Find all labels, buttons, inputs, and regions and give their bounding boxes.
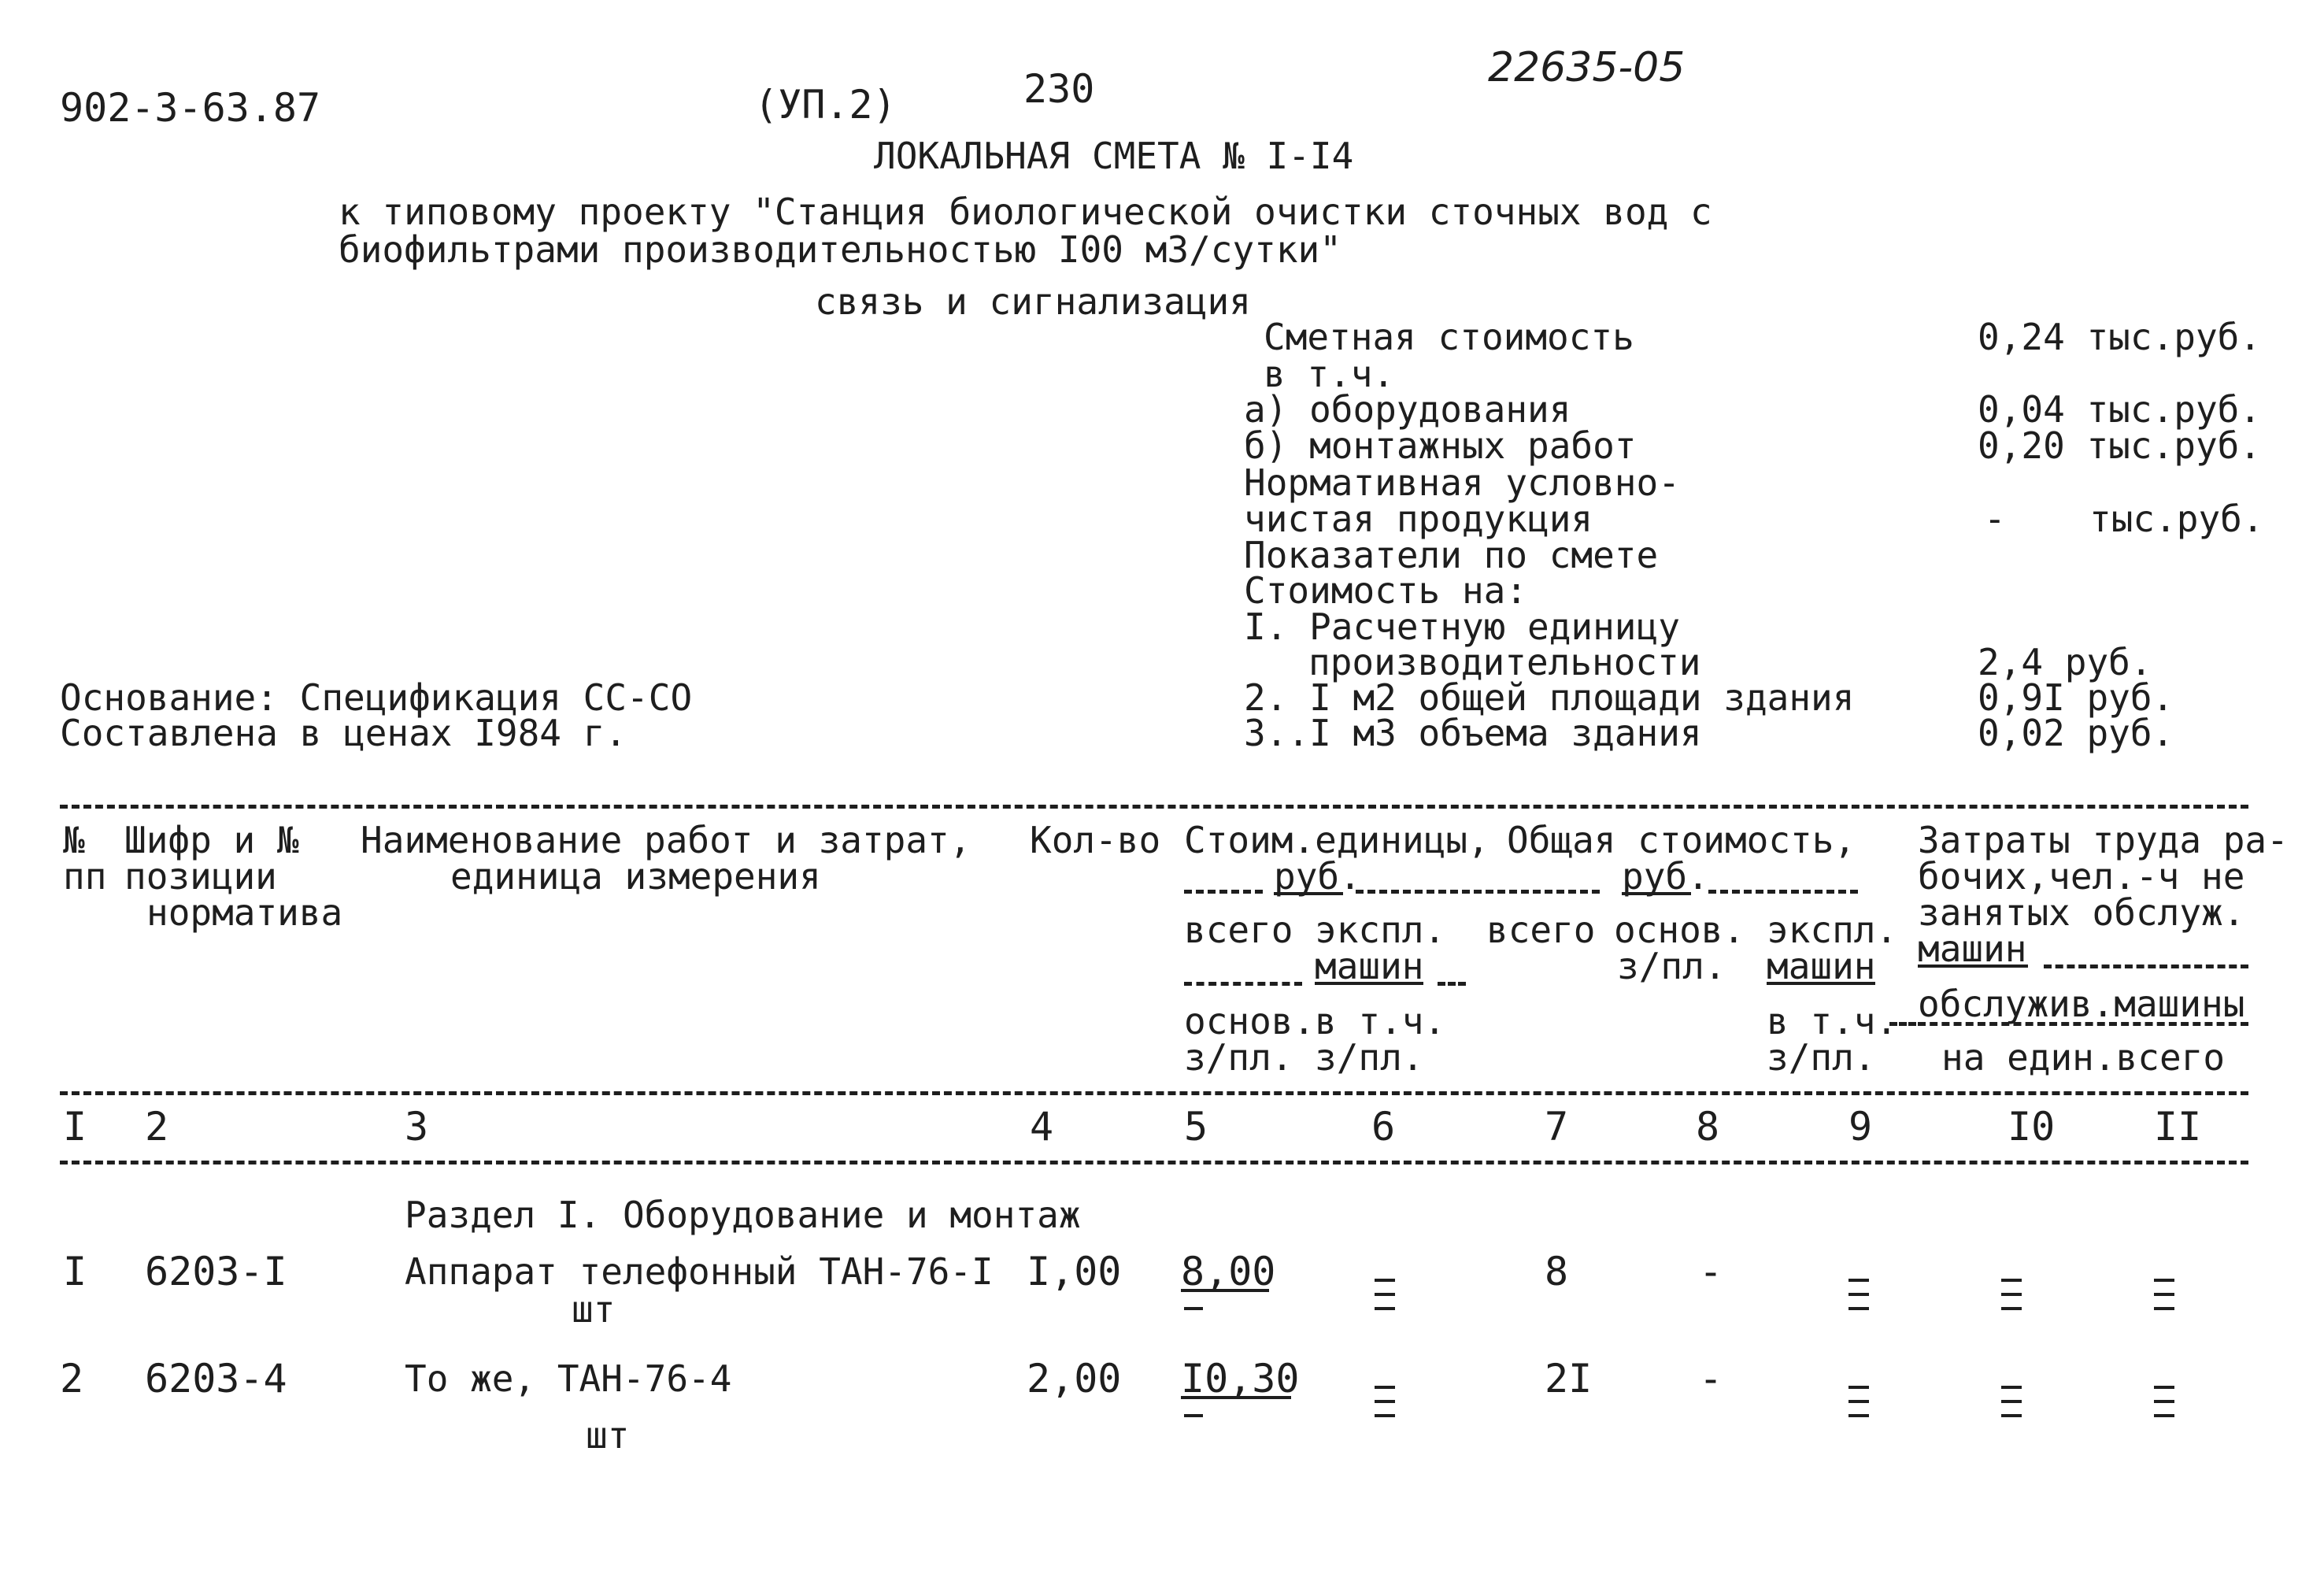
estimate-section-name: связь и сигнализация (815, 280, 1251, 323)
area-cost-label: 2. I м2 общей площади здания (1244, 676, 1855, 719)
unit-cost-rule-left (1184, 890, 1263, 894)
col-number: 6 (1371, 1104, 1396, 1150)
col-6-sub-2: машин (1315, 945, 1424, 987)
col-number: 7 (1545, 1104, 1569, 1150)
area-cost-value: 0,9I руб. (1978, 676, 2174, 719)
net-product-label-2: чистая продукция (1244, 498, 1593, 540)
col-number: I (63, 1104, 87, 1150)
col-9-sub-1: экспл. (1767, 909, 1898, 951)
col-9-sub-2: машин (1767, 945, 1876, 987)
volume-cost-label: 3..I м3 объема здания (1244, 712, 1702, 754)
col-5-sub-wage-1: основ. (1184, 1000, 1316, 1042)
col-name-header-2: единица измерения (450, 855, 821, 898)
install-label: б) монтажных работ (1244, 424, 1637, 467)
document-code: 902-3-63.87 (60, 85, 321, 131)
col-6-sub-underline (1315, 982, 1423, 985)
unit-cost-underline (1181, 1396, 1291, 1399)
basis-line: Основание: Спецификация СС-СО (60, 676, 693, 719)
row-code: 6203-I (145, 1249, 287, 1294)
col-5-sub-rule (1184, 982, 1302, 986)
row-name: Аппарат телефонный ТАН-76-I (405, 1250, 994, 1293)
col-number: 4 (1030, 1104, 1054, 1150)
row-number: I (63, 1249, 87, 1294)
row-quantity: I,00 (1027, 1249, 1122, 1294)
header-bottom-rule (60, 1091, 2248, 1095)
col-total-cost-unit: руб. (1622, 855, 1709, 898)
labor-header-underline (1918, 965, 2028, 968)
col-code-header-2: позиции (124, 855, 277, 898)
cost-label: Сметная стоимость (1264, 316, 1634, 358)
cost-value: 0,24 тыс.руб. (1978, 316, 2262, 358)
col-9-sub-incl-2: з/пл. (1767, 1036, 1876, 1079)
col-code-header-3: норматива (146, 891, 343, 934)
equipment-label: а) оборудования (1244, 388, 1571, 431)
col-qty-header: Кол-во (1030, 819, 1161, 861)
col-total-cost-header: Общая стоимость, (1507, 819, 1856, 861)
unit-cost-label-1: I. Расчетную единицу (1244, 605, 1680, 648)
row-unit-cost: I0,30 (1181, 1356, 1300, 1401)
table-top-rule (60, 805, 2248, 809)
net-product-label-1: Нормативная условно- (1244, 461, 1680, 504)
col-5-sub-total: всего (1184, 909, 1293, 951)
col-6-sub-1: экспл. (1315, 909, 1446, 951)
col-10-sub-rule (1918, 1022, 2248, 1026)
row-unit: шт (586, 1414, 630, 1457)
equipment-value: 0,04 тыс.руб. (1978, 388, 2262, 431)
subtitle-line-1: к типовому проекту "Станция биологической очистки сточных вод с (339, 191, 1712, 233)
dash-mark (1184, 1414, 1203, 1417)
col-6-sub-rule (1438, 982, 1466, 986)
col-name-header-1: Наименование работ и затрат, (361, 819, 971, 861)
labor-header-rule (2044, 965, 2248, 968)
col-number: 9 (1848, 1104, 1873, 1150)
row-number: 2 (60, 1356, 84, 1401)
total-cost-unit-underline (1622, 892, 1691, 895)
col-labor-header-2: бочих,чел.-ч не (1918, 855, 2245, 898)
col-10-sub-per-unit: на един.всего (1941, 1036, 2226, 1079)
install-value: 0,20 тыс.руб. (1978, 424, 2262, 467)
column-numbers-rule (60, 1161, 2248, 1164)
col-10-sub-service: обслужив.машины (1918, 983, 2245, 1025)
subtitle-line-2: биофильтрами производительностью I00 м3/сутки" (339, 228, 1341, 271)
col-labor-header-4: машин (1918, 927, 2027, 970)
row-name: То же, ТАН-76-4 (405, 1357, 732, 1400)
unit-cost-unit-underline (1274, 892, 1343, 895)
col-number: 3 (405, 1104, 429, 1150)
col-unit-cost-unit: руб. (1274, 855, 1361, 898)
unit-cost-rule-right (1356, 890, 1600, 894)
page-number: 230 (1023, 66, 1095, 112)
prices-line: Составлена в ценах I984 г. (60, 712, 627, 754)
row-quantity: 2,00 (1027, 1356, 1122, 1401)
unit-cost-underline (1181, 1289, 1269, 1292)
col-6-sub-incl-2: з/пл. (1315, 1036, 1424, 1079)
dash-mark (1184, 1307, 1203, 1310)
row-base-wage: - (1699, 1356, 1723, 1401)
incl-label: в т.ч. (1264, 353, 1395, 395)
col-9-sub-incl-1: в т.ч. (1767, 1000, 1898, 1042)
col-number: 2 (145, 1104, 169, 1150)
col-8-sub-1: основ. (1614, 909, 1745, 951)
col-number: 5 (1184, 1104, 1208, 1150)
row-total-cost: 8 (1545, 1249, 1569, 1294)
handwritten-number: 22635-05 (1488, 44, 1686, 91)
row-code: 6203-4 (145, 1356, 287, 1401)
col-labor-header-1: Затраты труда ра- (1918, 819, 2289, 861)
row-unit-cost: 8,00 (1181, 1249, 1276, 1294)
row-base-wage: - (1699, 1249, 1723, 1294)
net-product-unit: тыс.руб. (2089, 498, 2264, 540)
col-no-header-2: пп (63, 855, 107, 898)
col-8-sub-2: з/пл. (1617, 945, 1726, 987)
col-no-header-1: № (63, 819, 85, 861)
col-code-header-1: Шифр и № (124, 819, 299, 861)
col-labor-header-3: занятых обслуж. (1918, 891, 2245, 934)
col-number: 8 (1696, 1104, 1720, 1150)
volume-cost-value: 0,02 руб. (1978, 712, 2174, 754)
col-9-sub-underline (1767, 982, 1875, 985)
row-unit: шт (572, 1288, 616, 1331)
col-5-sub-wage-2: з/пл. (1184, 1036, 1293, 1079)
table-section-title: Раздел I. Оборудование и монтаж (405, 1194, 1081, 1236)
col-unit-cost-header: Стоим.единицы, (1184, 819, 1490, 861)
unit-cost-label-2: производительности (1308, 641, 1701, 683)
total-cost-rule (1708, 890, 1858, 894)
col-6-sub-incl-1: в т.ч. (1315, 1000, 1446, 1042)
col-number: I0 (2008, 1104, 2056, 1150)
net-product-value: - (1984, 498, 2006, 540)
row-total-cost: 2I (1545, 1356, 1593, 1401)
album-label: (УП.2) (754, 82, 897, 128)
col-10-sub-lead-rule (1889, 1022, 1916, 1026)
col-7-sub-total: всего (1486, 909, 1596, 951)
unit-cost-value: 2,4 руб. (1978, 641, 2152, 683)
col-number: II (2154, 1104, 2202, 1150)
page-title: ЛОКАЛЬНАЯ СМЕТА № I-I4 (874, 135, 1354, 177)
indicators-label: Показатели по смете (1244, 534, 1659, 576)
cost-on-label: Стоимость на: (1244, 569, 1528, 612)
